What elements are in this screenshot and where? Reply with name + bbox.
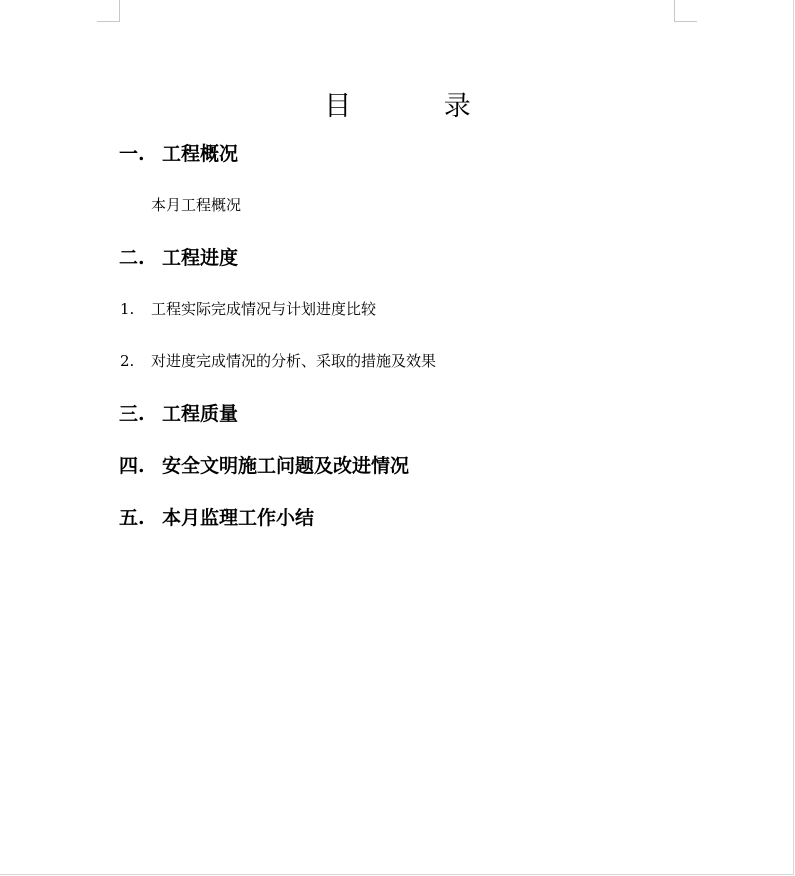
toc-entry-label: 本月工程概况 (151, 196, 242, 214)
toc-entry-subsection[interactable] (151, 194, 241, 216)
toc-entry-number: 2. (120, 352, 135, 370)
toc-entry-number: 五. (119, 507, 145, 529)
toc-entry-subsection-2-1[interactable] (120, 298, 377, 320)
toc-entry-label: 对进度完成情况的分析、采取的措施及效果 (151, 352, 437, 370)
toc-entry-section-3[interactable] (119, 401, 238, 427)
toc-entry-label: 工程实际完成情况与计划进度比较 (151, 300, 377, 318)
toc-entry-section-4[interactable] (119, 453, 409, 479)
toc-entry-subsection-2-2[interactable] (120, 350, 437, 372)
toc-entry-label: 本月监理工作小结 (162, 507, 315, 529)
toc-title: 目 录 (324, 91, 513, 122)
margin-marker-top-left (97, 0, 120, 22)
toc-entry-number: 四. (119, 455, 145, 477)
toc-entry-label: 工程进度 (162, 247, 239, 269)
toc-entry-number: 一. (119, 143, 145, 165)
toc-entry-label: 工程质量 (162, 403, 239, 425)
toc-entry-number: 1. (120, 300, 135, 318)
toc-entry-section-2[interactable] (119, 245, 238, 271)
toc-entry-label: 工程概况 (162, 143, 239, 165)
margin-marker-top-right (674, 0, 697, 22)
toc-entry-number: 三. (119, 403, 145, 425)
toc-entry-label: 安全文明施工问题及改进情况 (162, 455, 410, 477)
toc-entry-section-5[interactable] (119, 505, 314, 531)
toc-entry-number: 二. (119, 247, 145, 269)
toc-entry-section-1[interactable] (119, 141, 238, 167)
